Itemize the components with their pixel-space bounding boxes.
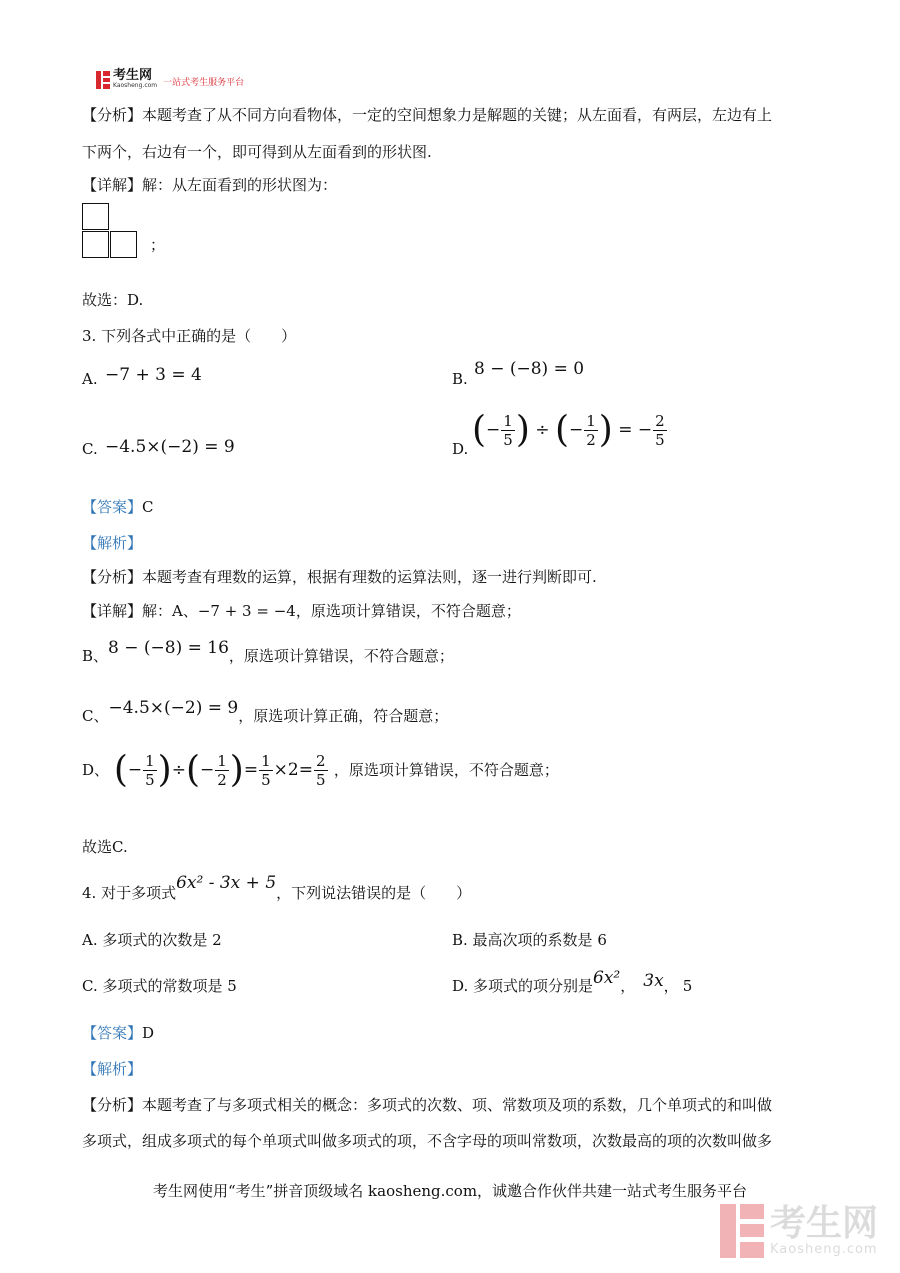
q3-option-a-label: A. [82, 370, 98, 388]
q3-conclusion: 故选C. [82, 838, 128, 856]
shape-cell [110, 231, 137, 258]
shape-cell [82, 203, 109, 230]
q3-option-b: 8 − (−8) = 0 [474, 359, 585, 379]
q4-analysis-line2: 多项式，组成多项式的每个单项式叫做多项式的项，不含字母的项叫常数项，次数最高的项的次数叫做多 [82, 1132, 773, 1150]
q3-answer: 【答案】C [82, 498, 154, 516]
q4-answer: 【答案】D [82, 1024, 155, 1042]
q3-option-d-expression: (− $\frac{1}{5}$ ) ÷ (− $\frac{1}{2}$ ) = − $\frac{2}{5}$ [472, 409, 665, 451]
q3-detail-d: D、 (− $\frac{1}{5}$ )÷(− $\frac{1}{2}$ )= $\frac{1}{5}$ ×2= $\frac{2}{5}$ ，原选项计算错误，不符合题意； [82, 749, 559, 791]
q2-analysis-line1: 【分析】本题考查了从不同方向看物体，一定的空间想象力是解题的关键；从左面看，有两层，左边有上 [82, 106, 773, 124]
site-logo [96, 70, 244, 89]
q3-option-d-label: D. [452, 440, 469, 458]
q2-analysis-line2: 下两个，右边有一个，即可得到从左面看到的形状图. [82, 143, 432, 161]
page-footer: 考生网使用“考生”拼音顶级域名 kaosheng.com，诚邀合作伙伴共建一站式考生服务平台 [152, 1182, 748, 1200]
q2-detail: 【详解】解：从左面看到的形状图为： [82, 176, 338, 194]
q4-analysis-line1: 【分析】本题考查了与多项式相关的概念：多项式的次数、项、常数项及项的系数，几个单项式的和叫做 [82, 1096, 773, 1114]
q3-detail-d-expression: (− $\frac{1}{5}$ )÷(− $\frac{1}{2}$ )= $\frac{1}{5}$ ×2= $\frac{2}{5}$ [113, 749, 326, 791]
q4-option-b: B. 最高次项的系数是 6 [452, 931, 607, 949]
q4-explain-tag: 【解析】 [82, 1060, 143, 1078]
q4-stem: 4. 对于多项式6x² - 3x + 5，下列说法错误的是（ ） [82, 873, 472, 902]
q3-explain-tag: 【解析】 [82, 534, 143, 552]
logo-slogan: 一站式考生服务平台 [163, 78, 245, 88]
q3-analysis: 【分析】本题考查有理数的运算，根据有理数的运算法则，逐一进行判断即可. [82, 568, 597, 586]
q3-detail-a: 【详解】解：A、−7 + 3 = −4，原选项计算错误，不符合题意； [82, 602, 521, 620]
watermark [720, 1204, 878, 1258]
logo-name: 考生网 [113, 68, 153, 83]
q2-conclusion: 故选：D. [82, 291, 144, 309]
logo-domain: Kaosheng.com [113, 82, 158, 89]
q2-semicolon: ； [150, 236, 166, 254]
q3-detail-b: B、8 − (−8) = 16，原选项计算错误，不符合题意； [82, 638, 454, 665]
q4-option-d: D. 多项式的项分别是6x²， 3x， 5 [452, 968, 693, 995]
watermark-name: 考生网 [769, 1202, 878, 1244]
q3-option-a: −7 + 3 = 4 [105, 365, 202, 385]
q3-option-c: −4.5×(−2) = 9 [105, 437, 235, 457]
kaosheng-watermark-icon [720, 1204, 764, 1258]
q4-option-c: C. 多项式的常数项是 5 [82, 977, 237, 995]
q3-stem: 3. 下列各式中正确的是（ ） [82, 327, 297, 345]
q4-option-a: A. 多项式的次数是 2 [82, 931, 222, 949]
q3-detail-c: C、−4.5×(−2) = 9，原选项计算正确，符合题意； [82, 698, 449, 725]
q3-option-c-label: C. [82, 440, 98, 458]
watermark-domain: Kaosheng.com [769, 1241, 878, 1257]
q3-option-b-label: B. [452, 370, 468, 388]
kaosheng-logo-icon [96, 71, 110, 89]
shape-cell [82, 231, 109, 258]
